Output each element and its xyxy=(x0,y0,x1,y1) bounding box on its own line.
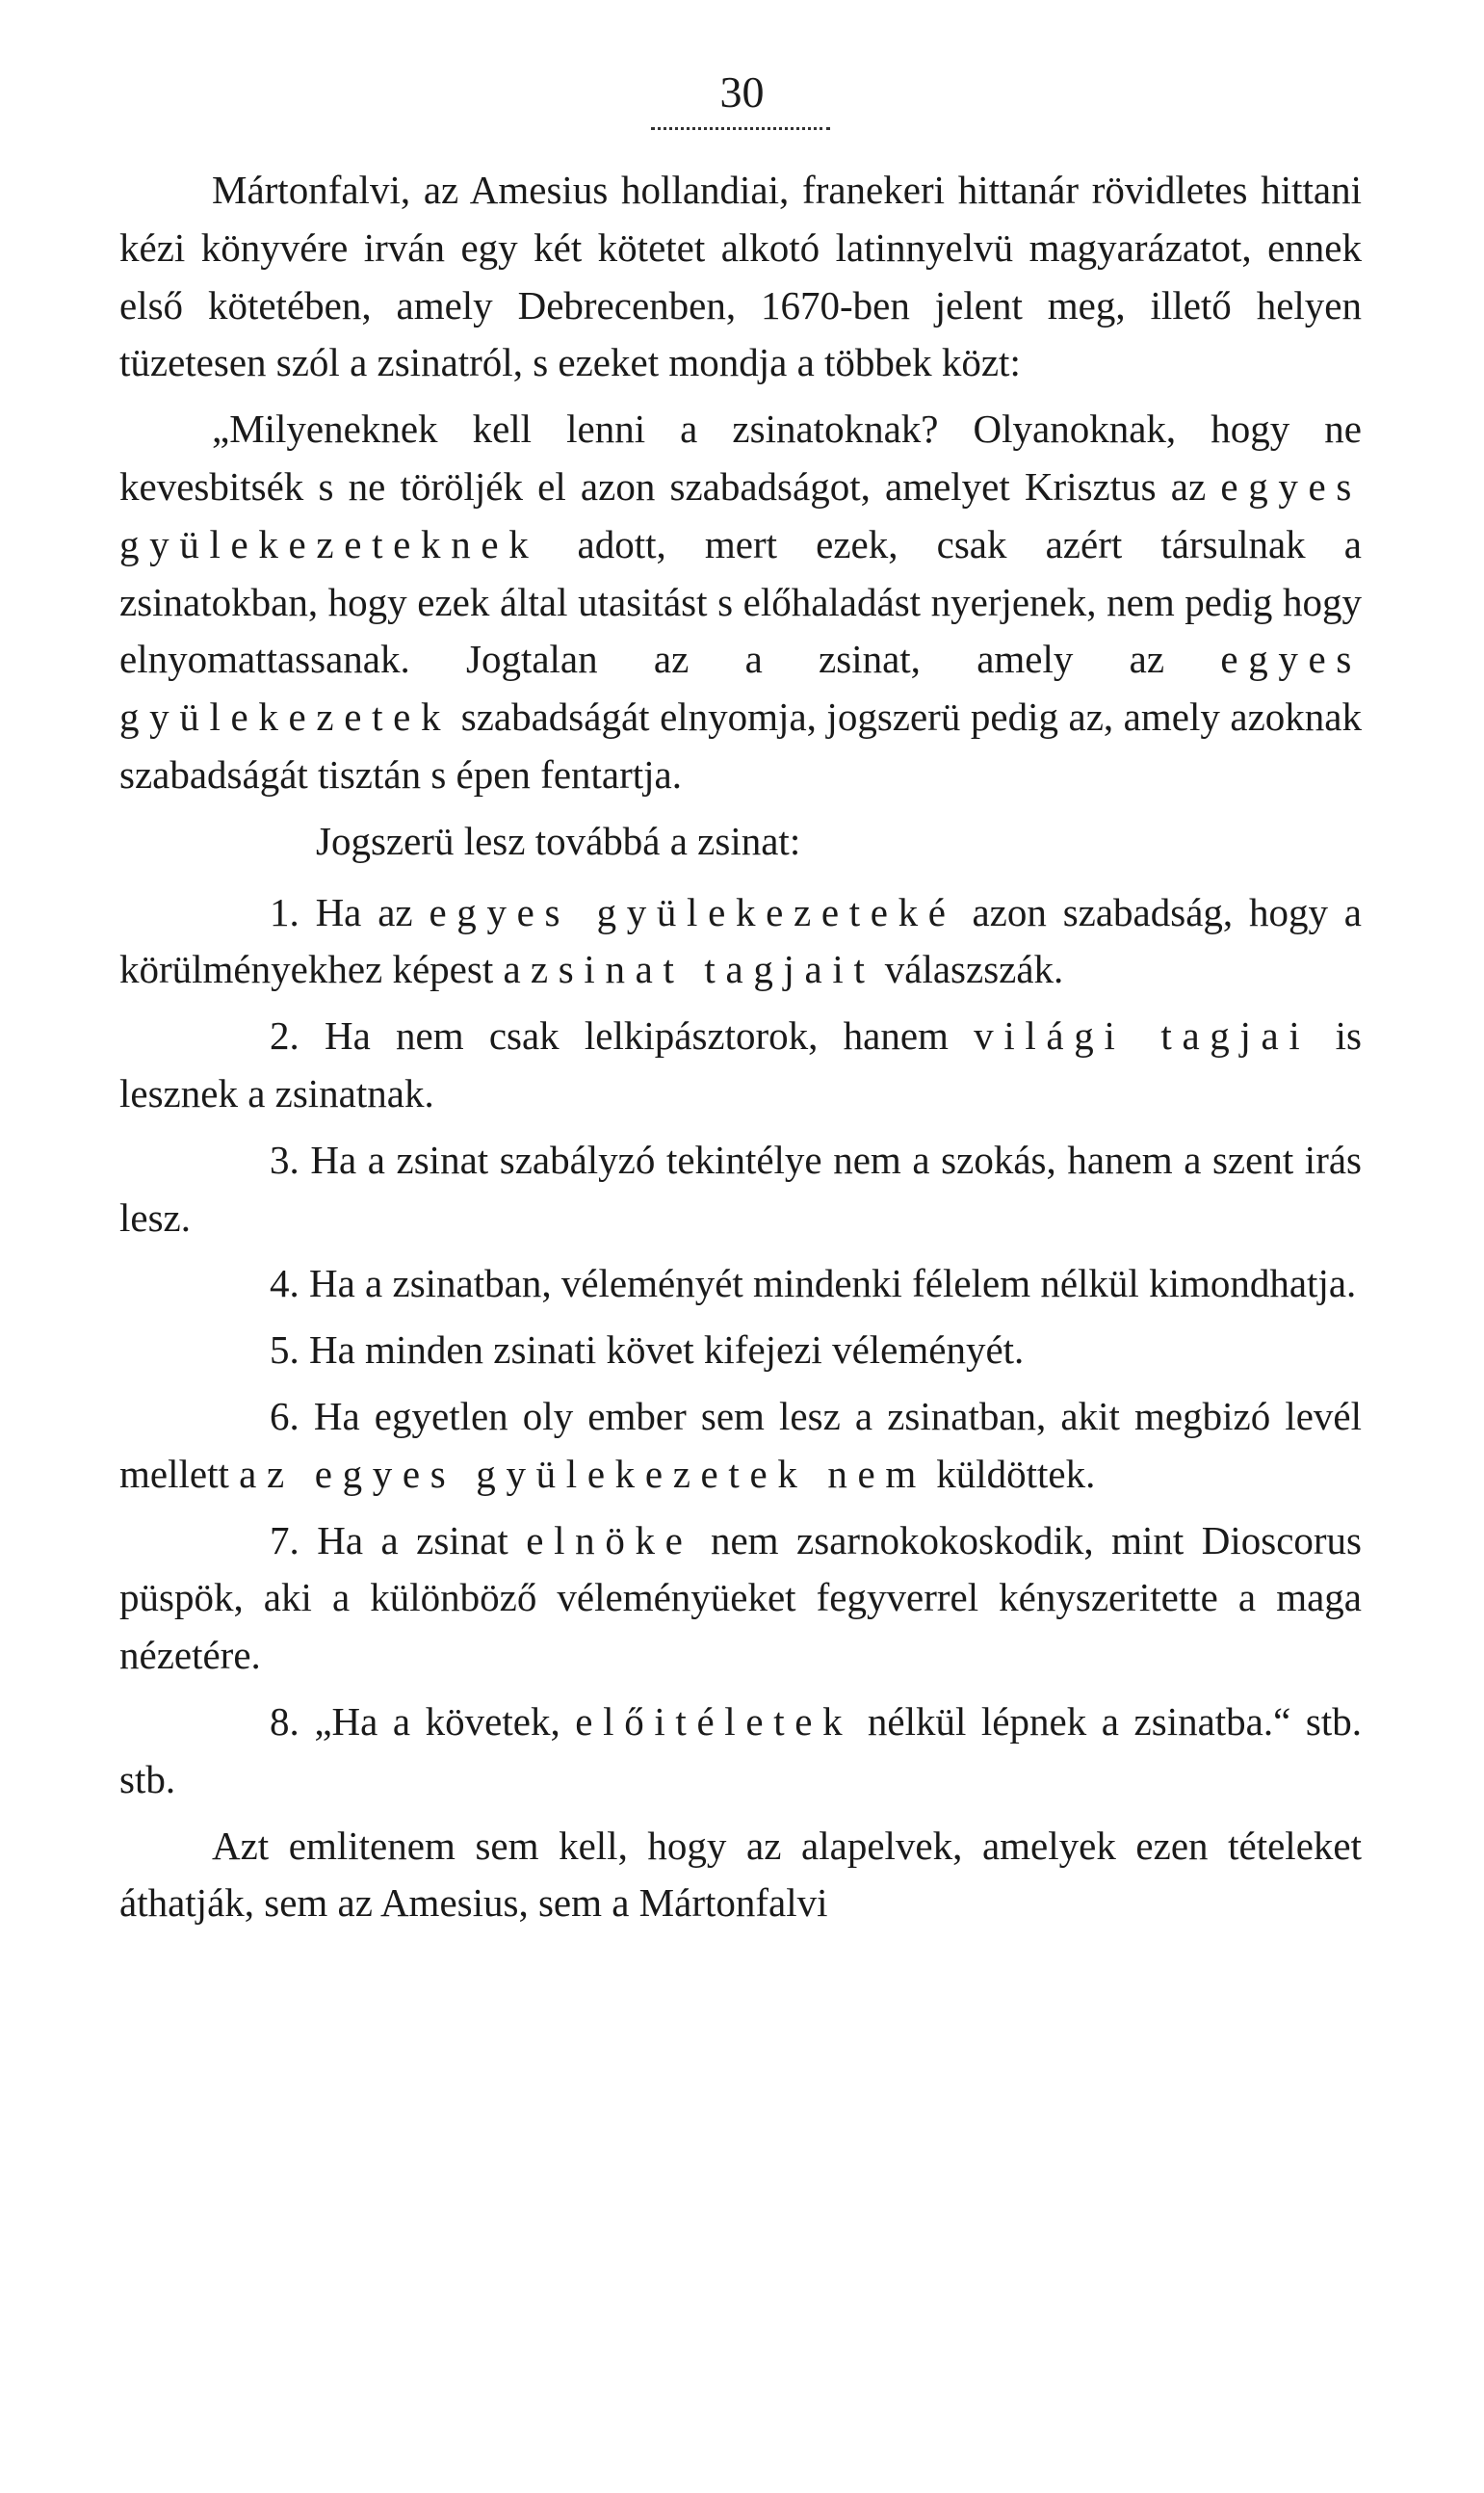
item-emphasis: világi tagjai xyxy=(974,1013,1311,1059)
item-number: 8. xyxy=(270,1698,299,1744)
list-intro: Jogszerü lesz továbbá a zsinat: xyxy=(316,818,801,863)
list-item xyxy=(119,1693,1362,1809)
item-text: nélkül lépnek a zsinatba.“ stb. stb. xyxy=(119,1698,1362,1801)
quote-paragraph xyxy=(119,401,1362,804)
page-body xyxy=(119,162,1362,1932)
list-item xyxy=(119,1512,1362,1685)
closing-paragraph: Azt emlitenem sem kell, hogy az alapelvek, amelyek ezen tételeket áthatják, sem az Amesius, sem a Mártonfalvi xyxy=(119,1823,1362,1926)
item-text: Ha a zsinat xyxy=(317,1517,527,1562)
item-emphasis: elnöke xyxy=(526,1517,693,1562)
item-text: azon szabadság, hogy a körülményekhez képest a xyxy=(119,889,1362,992)
item-emphasis: előitéletek xyxy=(575,1698,853,1744)
list-item xyxy=(119,1255,1362,1313)
quote-text: szabadságát elnyomja, jogszerü pedig az, amely azoknak szabadságát tisztán s épen fentartja. xyxy=(119,695,1362,797)
item-emphasis: egyes gyülekezeteké xyxy=(429,889,956,934)
quote-emphasis: egyes gyülekezeteknek xyxy=(119,463,1362,566)
list-item xyxy=(119,1322,1362,1379)
item-text: válaszszák. xyxy=(874,947,1064,992)
item-text: Ha az xyxy=(315,889,430,934)
page-number-ornament xyxy=(651,123,830,130)
item-number: 6. xyxy=(270,1393,299,1438)
item-text: Ha a zsinat szabályzó tekintélye nem a szokás, hanem a szent irás lesz. xyxy=(119,1137,1363,1240)
page-number: 30 xyxy=(719,67,765,117)
item-text: nem zsarnokokoskodik, mint Dioscorus püspök, aki a különböző véleményüeket fegyverrel kényszeritette a maga nézetére. xyxy=(119,1517,1363,1678)
item-text: Ha a zsinatban, véleményét mindenki félelem nélkül kimondhatja. xyxy=(309,1261,1357,1306)
item-emphasis: az egyes gyülekezetek nem xyxy=(239,1451,926,1496)
item-number: 7. xyxy=(270,1517,299,1562)
item-text: Ha minden zsinati követ kifejezi véleményét. xyxy=(309,1327,1025,1373)
quote-text: adott, mert ezek, csak azért társulnak a zsinatokban, hogy ezek által utasitást s előhaladást nyerjenek, nem pedig hogy elnyomattassanak. Jogtalan az a zsinat, amely az xyxy=(119,521,1362,682)
item-number: 2. xyxy=(270,1013,299,1059)
item-number: 1. xyxy=(270,889,299,934)
quote-emphasis: egyes gyülekezetek xyxy=(119,637,1362,740)
list-item xyxy=(119,1388,1362,1504)
item-text: Ha nem csak lelkipásztorok, hanem xyxy=(324,1013,975,1059)
item-number: 5. xyxy=(270,1327,299,1373)
item-text: is lesznek a zsinatnak. xyxy=(119,1013,1362,1115)
item-text: „Ha a követek, xyxy=(314,1698,576,1744)
list-item xyxy=(119,1008,1362,1123)
item-text: küldöttek. xyxy=(925,1451,1096,1496)
list-item xyxy=(119,1132,1362,1247)
item-number: 4. xyxy=(270,1261,299,1306)
quote-text: „Milyeneknek kell lenni a zsinatoknak? Olyanoknak, hogy ne kevesbitsék s ne töröljék el azon szabadságot, amelyet Krisztus az xyxy=(119,407,1362,509)
opening-paragraph: Mártonfalvi, az Amesius hollandiai, franekeri hittanár rövidletes hittani kézi könyvére irván egy két kötetet alkotó latinnyelvü magyarázatot, ennek első kötetében, amely Debrecenben, 1670-ben jelent meg, illető helyen tüzetesen szól a zsinatról, s ezeket mondja a többek közt: xyxy=(119,168,1362,385)
item-text: Ha egyetlen oly ember sem lesz a zsinatban, akit megbizó levél mellett xyxy=(119,1393,1362,1496)
item-number: 3. xyxy=(270,1137,299,1182)
list-item xyxy=(119,884,1362,1000)
item-emphasis: zsinat tagjait xyxy=(530,947,875,992)
